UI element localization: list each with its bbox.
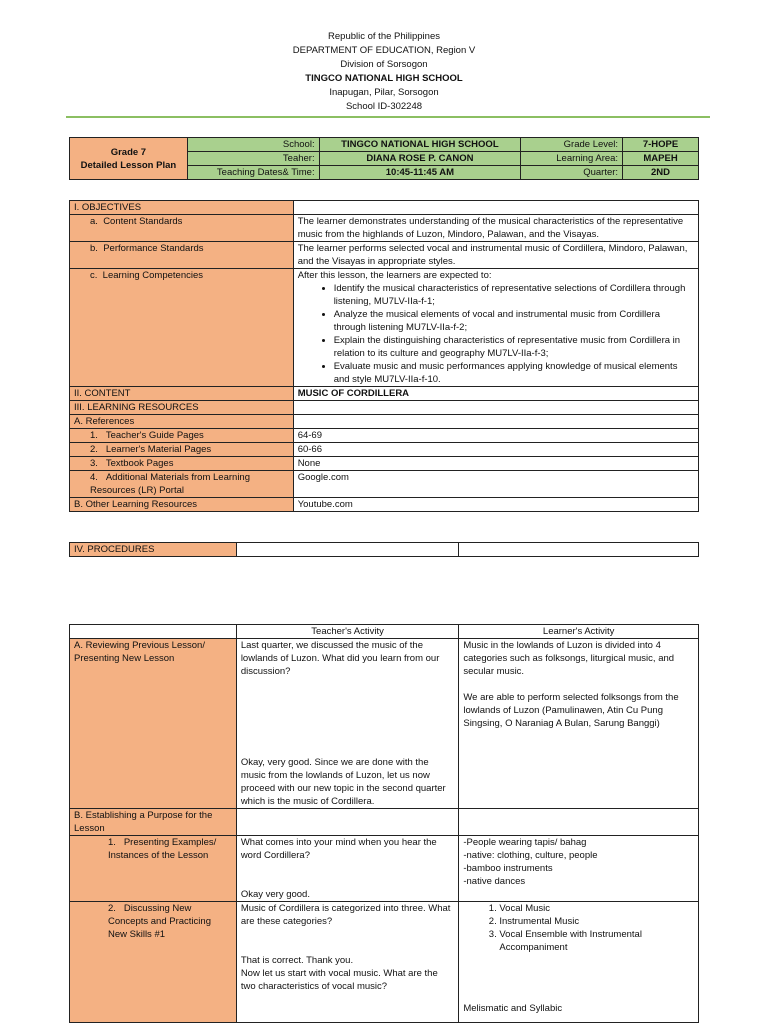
list-item: • Identify the musical characteristics of representative selections of Cordillera through listening, MU7LV-IIa-f-1; bbox=[334, 282, 694, 308]
presenting-teacher-text-1: What comes into your mind when you hear the word Cordillera? bbox=[240, 837, 437, 861]
empty-cell bbox=[70, 625, 237, 639]
list-item: • Evaluate music and music performances applying knowledge of musical elements and style MU7LV-IIa-f-10. bbox=[334, 360, 694, 386]
teacher-value: DIANA ROSE P. CANON bbox=[319, 152, 521, 166]
textbook-pages-value: None bbox=[293, 457, 698, 471]
list-item: • Explain the distinguishing characteristics of representative music from Cordillera in relation to its culture and geography MU7LV-IIa-f-3; bbox=[334, 334, 694, 360]
discussing-learner-tail: Melismatic and Syllabic bbox=[463, 1003, 563, 1014]
categories-list bbox=[463, 902, 694, 954]
teachers-guide-label: 1. Teacher's Guide Pages bbox=[70, 429, 294, 443]
other-resources-label: B. Other Learning Resources bbox=[70, 498, 294, 512]
discussing-learner-cell bbox=[459, 902, 699, 1023]
presenting-teacher-cell bbox=[236, 836, 459, 902]
school-value: TINGCO NATIONAL HIGH SCHOOL bbox=[319, 138, 521, 152]
quarter-value: 2ND bbox=[623, 166, 699, 180]
content-heading: II. CONTENT bbox=[70, 387, 294, 401]
learning-competencies-cell bbox=[293, 269, 698, 387]
learning-area-label: Learning Area: bbox=[521, 152, 623, 166]
grade-label: Grade 7 bbox=[110, 146, 147, 158]
empty-cell bbox=[459, 809, 699, 836]
list-item: -bamboo instruments bbox=[463, 863, 553, 874]
teachers-guide-value: 64-69 bbox=[293, 429, 698, 443]
reviewing-learner-cell bbox=[459, 639, 699, 809]
lesson-info-table bbox=[69, 137, 699, 180]
header-divider bbox=[66, 116, 710, 118]
competencies-list bbox=[298, 282, 694, 386]
references-label: A. References bbox=[70, 415, 294, 429]
teacher-label: Teaher: bbox=[187, 152, 319, 166]
empty-cell bbox=[236, 809, 459, 836]
list-item: 2. Instrumental Music bbox=[499, 915, 694, 928]
empty-cell bbox=[293, 201, 698, 215]
empty-cell bbox=[459, 543, 699, 557]
list-item: • Analyze the musical elements of vocal and instrumental music from Cordillera through listening MU7LV-IIa-f-2; bbox=[334, 308, 694, 334]
learning-competencies-label: c. Learning Competencies bbox=[70, 269, 294, 387]
discussing-concepts-label: 2. Discussing New Concepts and Practicing New Skills #1 bbox=[70, 902, 237, 1023]
list-item: -native dances bbox=[463, 876, 526, 887]
discussing-teacher-cell bbox=[236, 902, 459, 1023]
additional-materials-label: 4. Additional Materials from Learning Resources (LR) Portal bbox=[70, 471, 294, 498]
discussing-teacher-text-2: That is correct. Thank you. bbox=[240, 955, 354, 966]
activity-table bbox=[69, 624, 699, 1023]
spacer bbox=[241, 928, 455, 954]
procedures-table bbox=[69, 542, 699, 557]
reviewing-learner-text-2: We are able to perform selected folksongs from the lowlands of Luzon (Pamulinawen, Atin Cu Pung Singsing, O Naraniag A Bulan, Sarung Banggi) bbox=[463, 692, 679, 729]
performance-standards-text: The learner performs selected vocal and instrumental music of Cordillera, Mindoro, Palawan, and the Visayas in appropriate styles. bbox=[293, 242, 698, 269]
teacher-activity-header: Teacher's Activity bbox=[236, 625, 459, 639]
discussing-teacher-text-1: Music of Cordillera is categorized into three. What are these categories? bbox=[240, 903, 451, 927]
textbook-pages-label: 3. Textbook Pages bbox=[70, 457, 294, 471]
empty-cell bbox=[293, 415, 698, 429]
objectives-heading: I. OBJECTIVES bbox=[70, 201, 294, 215]
grade-level-label: Grade Level: bbox=[521, 138, 623, 152]
school-label: School: bbox=[187, 138, 319, 152]
header-republic: Republic of the Philippines bbox=[328, 31, 440, 42]
spacer bbox=[463, 954, 694, 1002]
spacer bbox=[463, 678, 694, 691]
presenting-examples-label: 1. Presenting Examples/ Instances of the Lesson bbox=[70, 836, 237, 902]
empty-cell bbox=[293, 401, 698, 415]
content-standards-label: a. Content Standards bbox=[70, 215, 294, 242]
reviewing-teacher-cell bbox=[236, 639, 459, 809]
learners-material-label: 2. Learner's Material Pages bbox=[70, 443, 294, 457]
competencies-intro: After this lesson, the learners are expected to: bbox=[297, 270, 492, 281]
header-address: Inapugan, Pilar, Sorsogon bbox=[329, 87, 439, 98]
learners-material-value: 60-66 bbox=[293, 443, 698, 457]
header-school-name: TINGCO NATIONAL HIGH SCHOOL bbox=[305, 73, 463, 84]
discussing-teacher-text-3: Now let us start with vocal music. What are the two characteristics of vocal music? bbox=[240, 968, 438, 992]
dates-value: 10:45-11:45 AM bbox=[319, 166, 521, 180]
grade-plan-cell bbox=[70, 138, 188, 180]
presenting-learner-cell bbox=[459, 836, 699, 902]
establishing-purpose-label: B. Establishing a Purpose for the Lesson bbox=[70, 809, 237, 836]
spacer bbox=[241, 862, 455, 888]
list-item: 3. Vocal Ensemble with Instrumental Accompaniment bbox=[499, 928, 694, 954]
learner-activity-header: Learner's Activity bbox=[459, 625, 699, 639]
reviewing-teacher-text-1: Last quarter, we discussed the music of the lowlands of Luzon. What did you learn from our discussion? bbox=[240, 640, 440, 677]
dates-label: Teaching Dates& Time: bbox=[187, 166, 319, 180]
content-standards-text: The learner demonstrates understanding of the musical characteristics of the representative music from the highlands of Luzon, Mindoro, Palawan, and the Visayas. bbox=[293, 215, 698, 242]
list-item: 1. Vocal Music bbox=[499, 902, 694, 915]
plan-type-label: Detailed Lesson Plan bbox=[80, 159, 177, 171]
header-department: DEPARTMENT OF EDUCATION, Region V bbox=[292, 45, 476, 56]
reviewing-teacher-text-2: Okay, very good. Since we are done with the music from the lowlands of Luzon, let us now proceed with our new topic in the second quarter which is the music of Cordillera. bbox=[240, 757, 446, 807]
learning-area-value: MAPEH bbox=[623, 152, 699, 166]
other-resources-value: Youtube.com bbox=[293, 498, 698, 512]
document-header bbox=[0, 30, 768, 114]
quarter-label: Quarter: bbox=[521, 166, 623, 180]
procedures-heading: IV. PROCEDURES bbox=[70, 543, 237, 557]
header-division: Division of Sorsogon bbox=[340, 59, 428, 70]
content-value: MUSIC OF CORDILLERA bbox=[293, 387, 698, 401]
header-school-id: School ID-302248 bbox=[345, 101, 423, 112]
list-item: -People wearing tapis/ bahag bbox=[463, 837, 587, 848]
grade-level-value: 7-HOPE bbox=[623, 138, 699, 152]
performance-standards-label: b. Performance Standards bbox=[70, 242, 294, 269]
list-item: -native: clothing, culture, people bbox=[463, 850, 598, 861]
additional-materials-value: Google.com bbox=[293, 471, 698, 498]
empty-cell bbox=[236, 543, 459, 557]
presenting-teacher-text-2: Okay very good. bbox=[240, 889, 310, 900]
objectives-table bbox=[69, 200, 699, 512]
reviewing-learner-text-1: Music in the lowlands of Luzon is divided into 4 categories such as folksongs, liturgical music, and secular music. bbox=[463, 640, 675, 677]
learning-resources-heading: III. LEARNING RESOURCES bbox=[70, 401, 294, 415]
spacer bbox=[241, 678, 455, 756]
reviewing-lesson-label: A. Reviewing Previous Lesson/ Presenting New Lesson bbox=[70, 639, 237, 809]
